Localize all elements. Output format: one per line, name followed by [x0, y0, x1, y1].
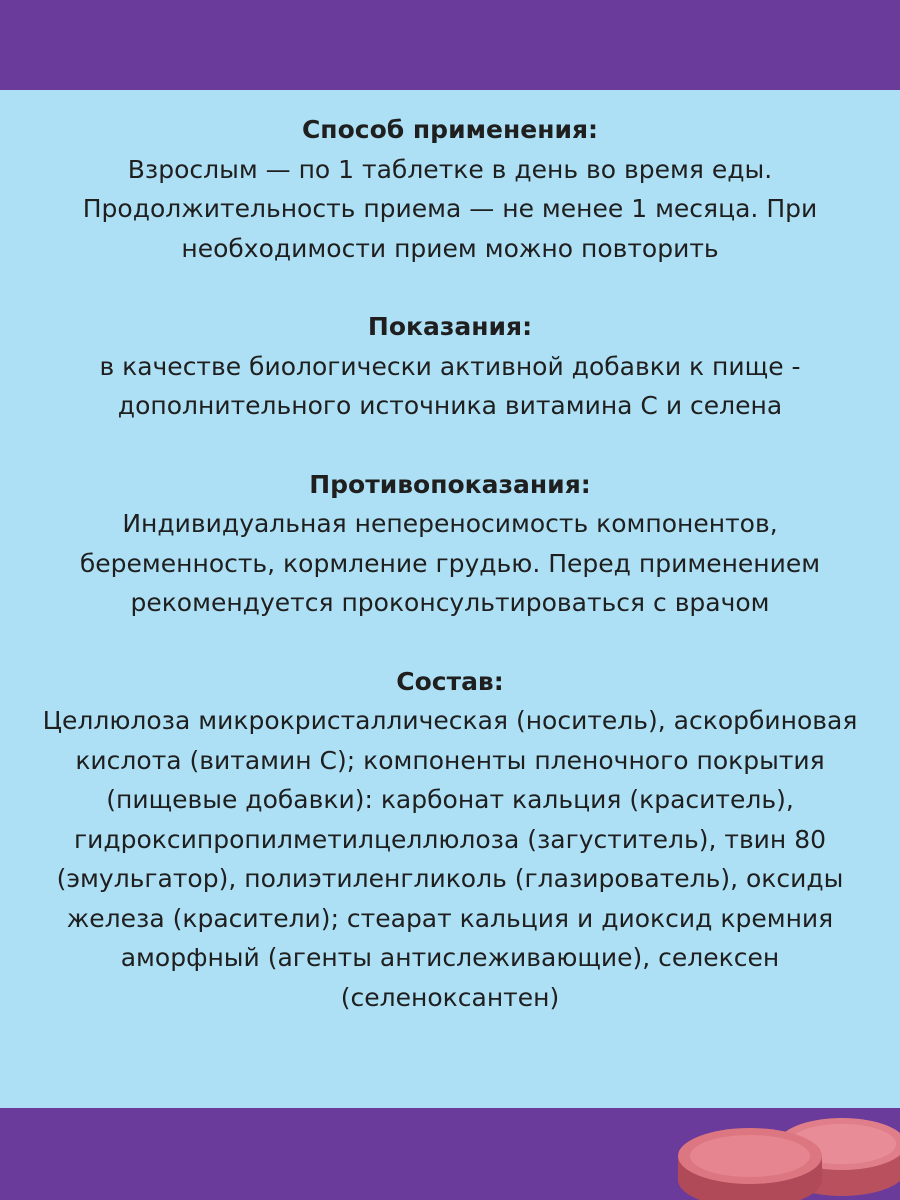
composition-line: гидроксипропилметилцеллюлоза (загуститель), твин 80 [73, 824, 827, 854]
composition-line: аморфный (агенты антислеживающие), селексен [120, 943, 780, 972]
composition-line: (пищевые добавки): карбонат кальция (краситель), [106, 785, 794, 814]
contraindications-section [20, 465, 880, 623]
usage-line: Продолжительность приема — не менее 1 месяца. При [82, 194, 818, 223]
indications-line: дополнительного источника витамина С и селена [117, 391, 783, 420]
composition-line: (эмульгатор), полиэтиленгликоль (глазирователь), оксиды [56, 864, 844, 893]
instructions-content [20, 110, 880, 1017]
top-purple-band [0, 0, 900, 90]
usage-heading: Способ применения: [301, 115, 599, 144]
contraindications-heading: Противопоказания: [309, 469, 591, 499]
indications-section [20, 307, 880, 426]
contraindications-line: беременность, кормление грудью. Перед применением [79, 548, 821, 578]
composition-line: железа (красители); стеарат кальция и диоксид кремния [66, 903, 834, 933]
indications-heading: Показания: [367, 312, 533, 341]
contraindications-line: рекомендуется проконсультироваться с врачом [130, 588, 770, 617]
usage-section [20, 110, 880, 268]
pink-tablets-image [670, 1108, 900, 1200]
tablet-front [678, 1128, 822, 1200]
composition-section [20, 662, 880, 1018]
composition-line: кислота (витамин С); компоненты пленочного покрытия [75, 745, 825, 775]
composition-heading: Состав: [396, 666, 504, 696]
indications-line: в качестве биологически активной добавки к пище - [99, 351, 801, 381]
usage-line: Взрослым — по 1 таблетке в день во время еды. [127, 154, 773, 184]
contraindications-line: Индивидуальная непереносимость компонентов, [122, 509, 778, 538]
composition-line: Целлюлоза микрокристаллическая (носитель), аскорбиновая [42, 706, 858, 735]
usage-line: необходимости прием можно повторить [181, 233, 719, 263]
composition-line: (селеноксантен) [340, 982, 560, 1012]
